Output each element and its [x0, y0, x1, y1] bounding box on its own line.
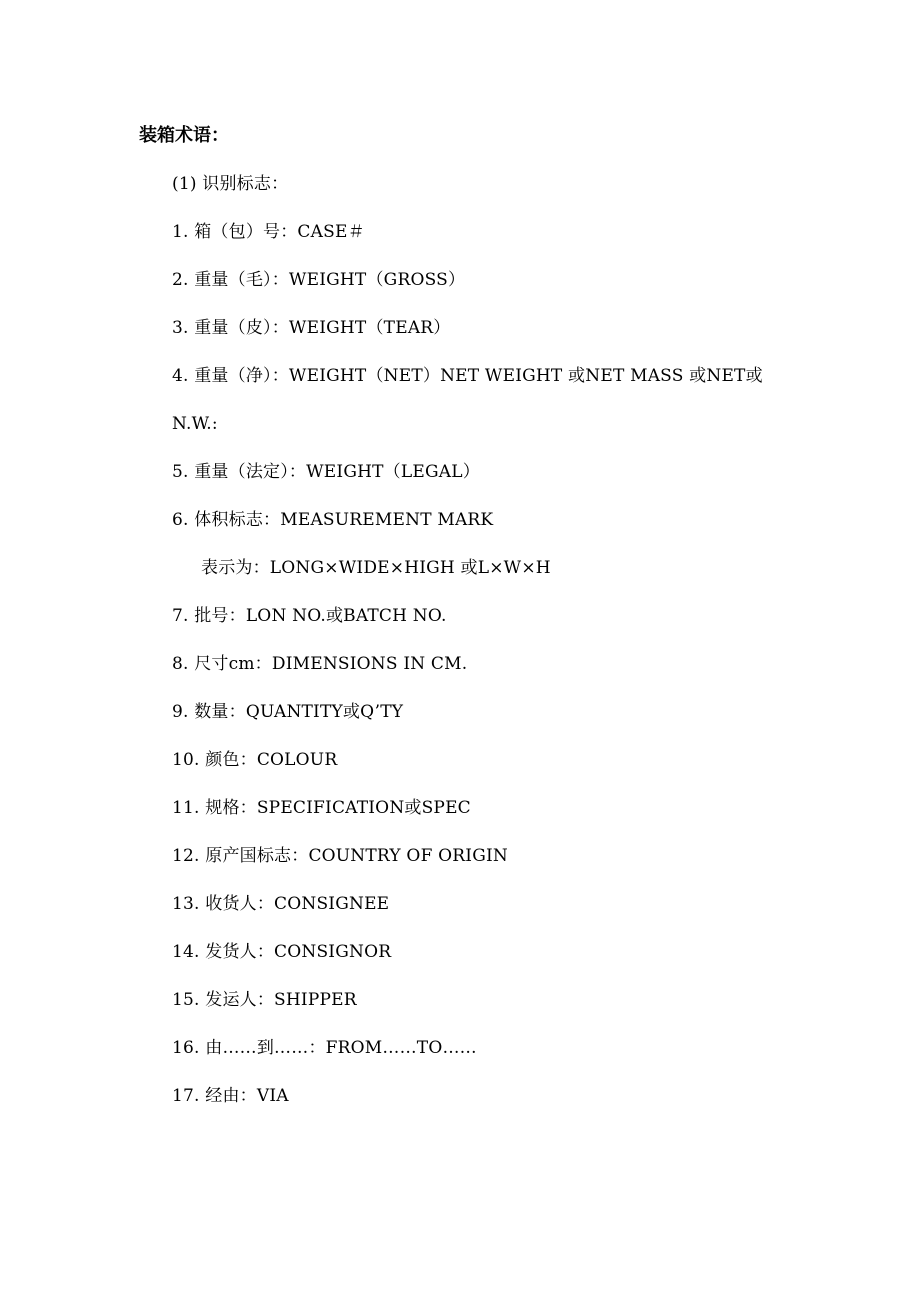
section-heading: (1) 识别标志： [172, 174, 289, 194]
term-line-13: 13. 收货人：CONSIGNEE [172, 894, 390, 914]
term-line-7: 7. 批号：LON NO.或BATCH NO. [172, 606, 447, 626]
term-line-10: 10. 颜色：COLOUR [172, 750, 338, 770]
term-line-17: 17. 经由：VIA [172, 1086, 289, 1106]
term-line-1: 1. 箱（包）号：CASE＃ [172, 222, 365, 242]
term-line-6-note: 表示为：LONG×WIDE×HIGH 或L×W×H [201, 558, 551, 578]
term-line-4: 4. 重量（净）：WEIGHT（NET）NET WEIGHT 或NET MASS 或NET或 [172, 366, 763, 386]
term-line-9: 9. 数量：QUANTITY或Q’TY [172, 702, 404, 722]
term-line-12: 12. 原产国标志：COUNTRY OF ORIGIN [172, 846, 508, 866]
document-title: 装箱术语： [139, 125, 229, 146]
term-line-4-continued: N.W.: [172, 414, 218, 434]
term-line-8: 8. 尺寸cm：DIMENSIONS IN CM. [172, 654, 468, 674]
term-line-2: 2. 重量（毛）：WEIGHT（GROSS） [172, 270, 466, 290]
term-line-14: 14. 发货人：CONSIGNOR [172, 942, 392, 962]
term-line-6: 6. 体积标志：MEASUREMENT MARK [172, 510, 494, 530]
term-line-5: 5. 重量（法定）：WEIGHT（LEGAL） [172, 462, 480, 482]
term-line-3: 3. 重量（皮）：WEIGHT（TEAR） [172, 318, 451, 338]
term-line-15: 15. 发运人：SHIPPER [172, 990, 357, 1010]
term-line-11: 11. 规格：SPECIFICATION或SPEC [172, 798, 471, 818]
term-line-16: 16. 由……到……：FROM……TO…… [172, 1038, 477, 1058]
